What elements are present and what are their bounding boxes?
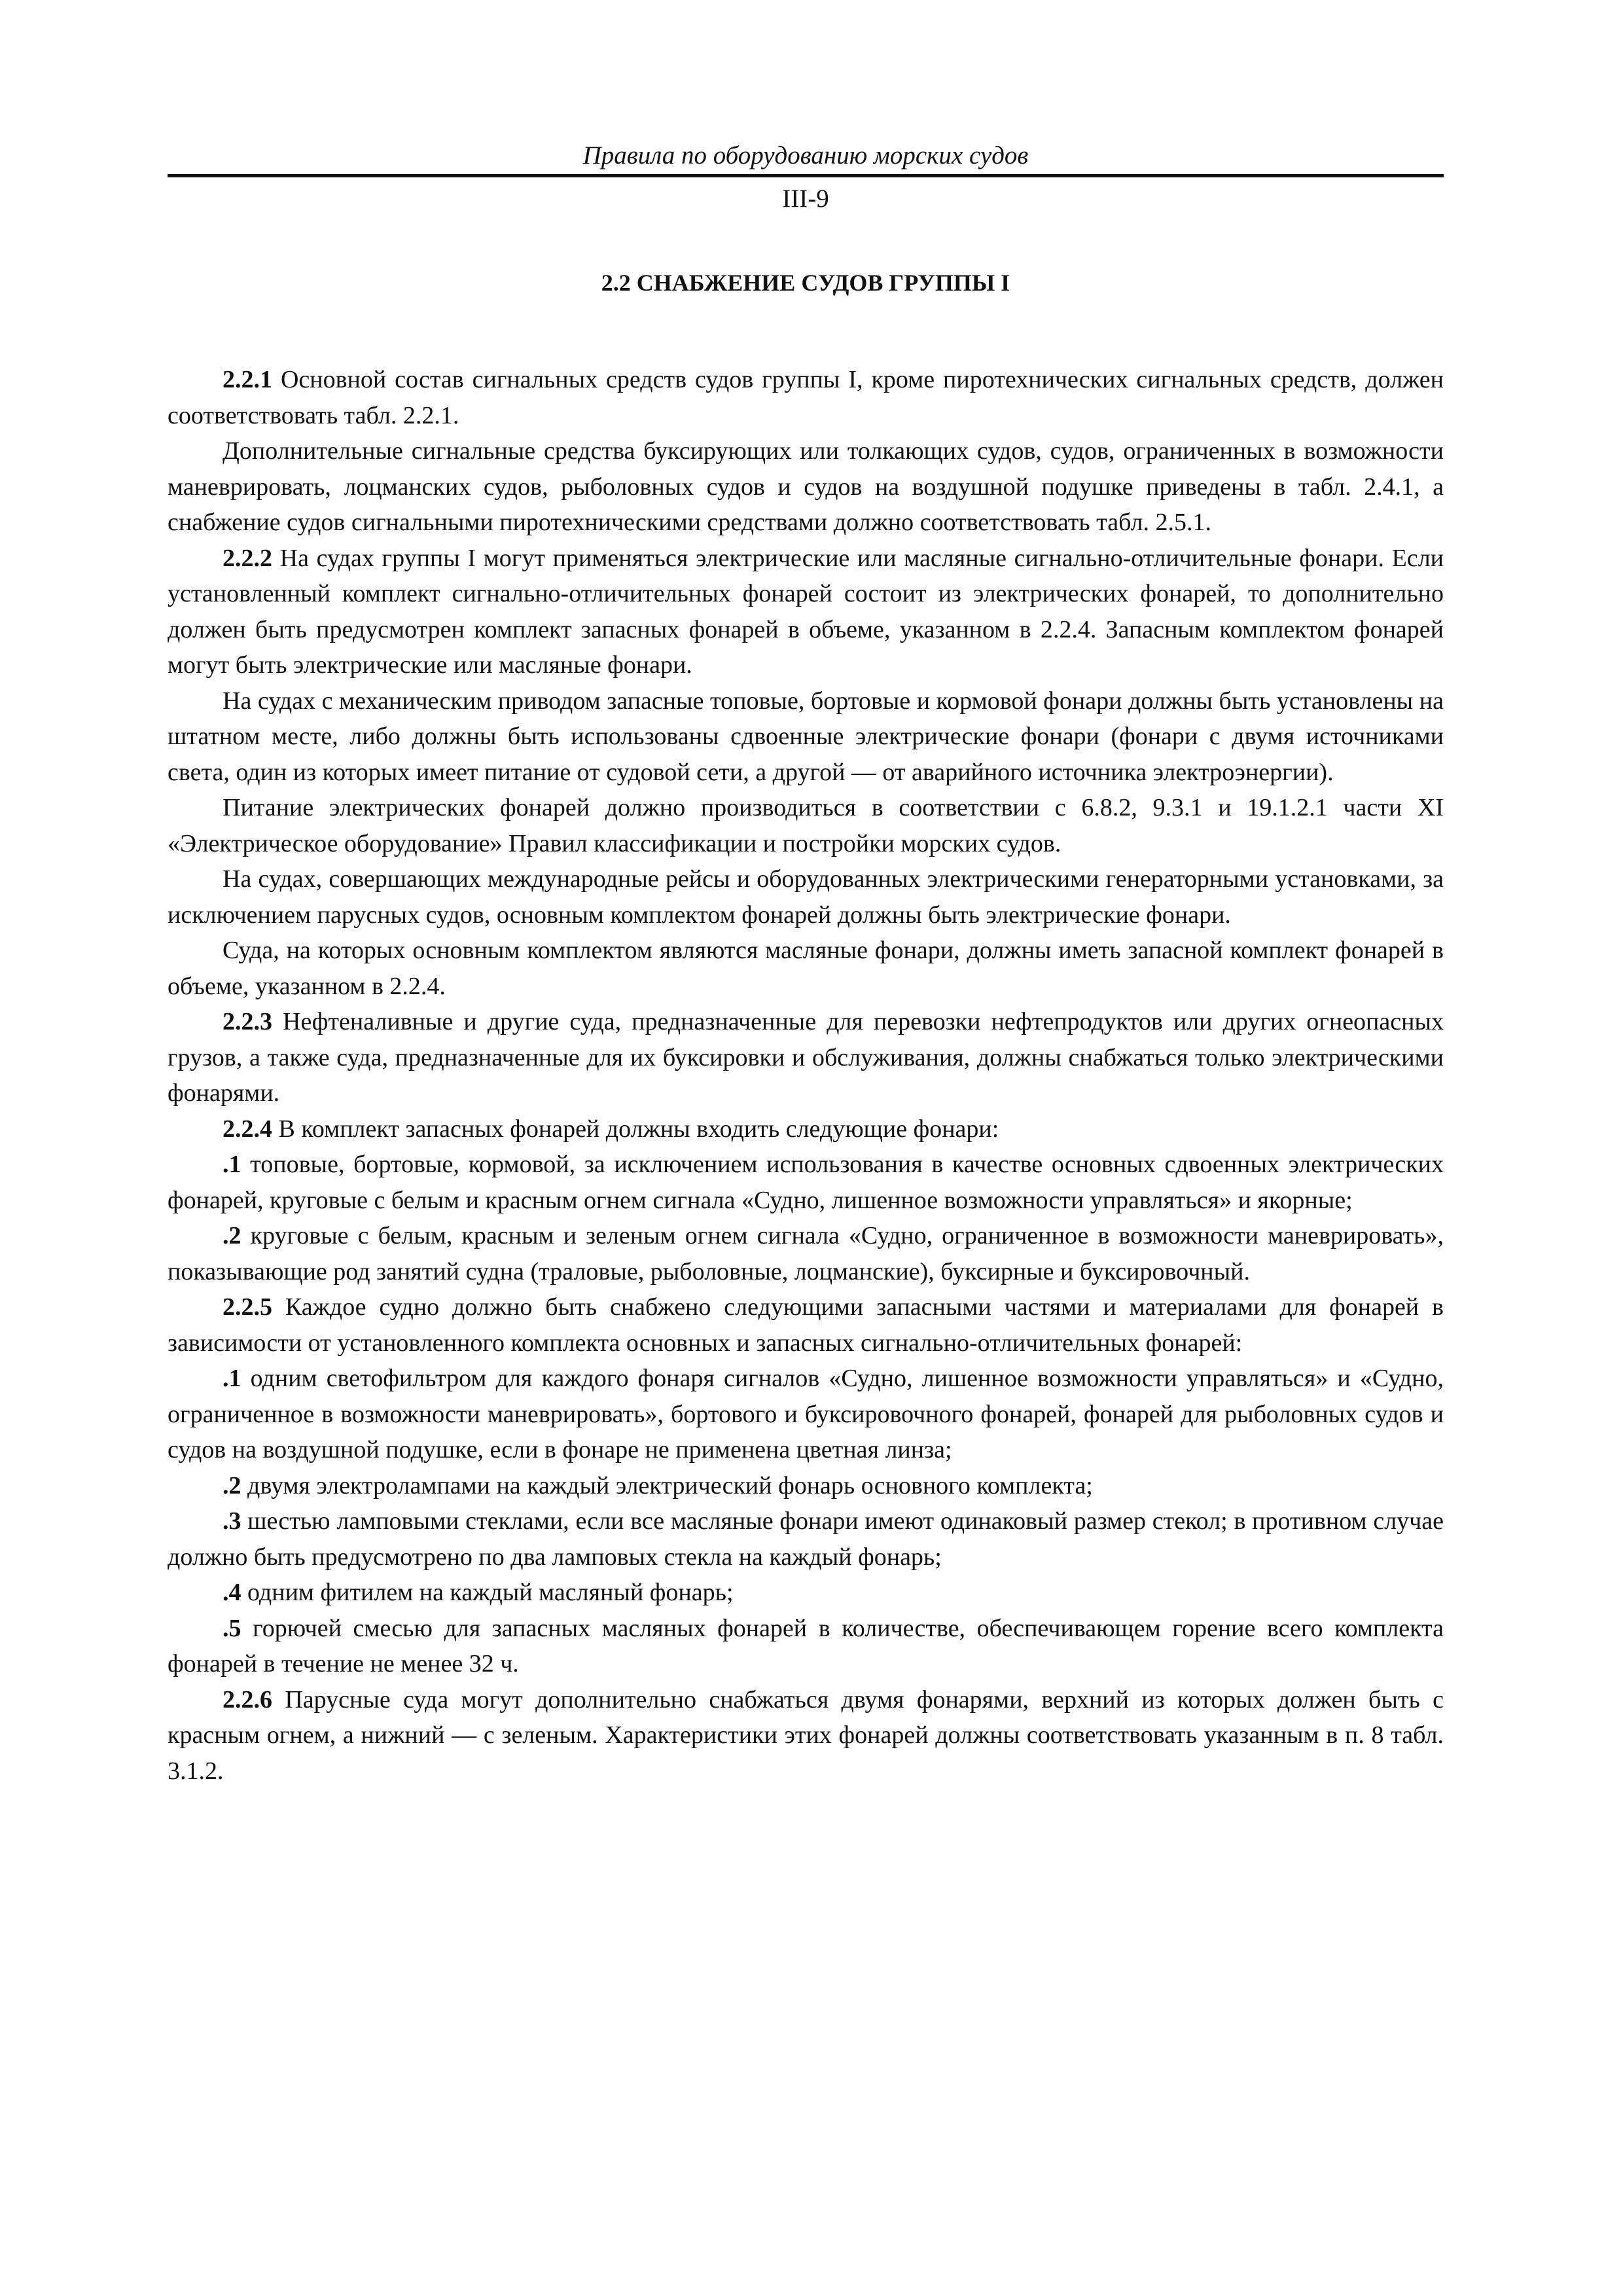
paragraph [168,362,1444,433]
list-item [168,1218,1444,1289]
paragraph [168,433,1444,541]
paragraph [168,1111,1444,1147]
paragraph [168,861,1444,933]
paragraph-text: круговые с белым, красным и зеленым огнем сигнала «Судно, ограниченное в возможности маневрировать», показывающие род занятий судна (траловые, рыболовные, лоцманские), буксирные и буксировочный. [168,1222,1444,1285]
clause-number: .2 [223,1222,241,1249]
paragraph-text: На судах группы I могут применяться электрические или масляные сигнально-отличительные фонари. Если установленный комплект сигнально-отличительных фонарей состоит из электрических фонарей, то дополнительно должен быть предусмотрен комплект запасных фонарей в объеме, указанном в 2.2.4. Запасным комплектом фонарей могут быть электрические или масляные фонари. [168,544,1444,679]
paragraph-text: Нефтеналивные и другие суда, предназначенные для перевозки нефтепродуктов или других огнеопасных грузов, а также суда, предназначенные для их буксировки и обслуживания, должны снабжаться только электрическими фонарями. [168,1008,1444,1107]
paragraph-text: одним фитилем на каждый масляный фонарь; [241,1579,734,1606]
list-item [168,1468,1444,1504]
paragraph [168,1682,1444,1789]
paragraph-text: На судах с механическим приводом запасные топовые, бортовые и кормовой фонари должны быть установлены на штатном месте, либо должны быть использованы сдвоенные электрические фонари (фонари с двумя источниками света, один из которых имеет питание от судовой сети, а другой — от аварийного источника электроэнергии). [168,687,1444,786]
paragraph-text: Питание электрических фонарей должно производиться в соответствии с 6.8.2, 9.3.1 и 19.1.2.1 части XI «Электрическое оборудование» Правил классификации и постройки морских судов. [168,794,1444,857]
clause-number: .3 [223,1507,241,1535]
page-number: III-9 [782,185,829,213]
body-text [168,362,1444,1789]
list-item [168,1575,1444,1611]
clause-number: .4 [223,1579,241,1606]
paragraph-text: двумя электролампами на каждый электрический фонарь основного комплекта; [241,1471,1093,1499]
clause-number: .2 [223,1471,241,1499]
list-item [168,1361,1444,1468]
clause-number: 2.2.3 [223,1008,272,1035]
paragraph-text: В комплект запасных фонарей должны входить следующие фонари: [272,1115,999,1143]
clause-number: 2.2.2 [223,544,272,572]
paragraph-text: Суда, на которых основным комплектом являются масляные фонари, должны иметь запасной комплект фонарей в объеме, указанном в 2.2.4. [168,937,1444,1000]
paragraph-text: На судах, совершающих международные рейсы и оборудованных электрическими генераторными установками, за исключением парусных судов, основным комплектом фонарей должны быть электрические фонари. [168,865,1444,929]
header-rule [168,174,1444,177]
paragraph-text: горючей смесью для запасных масляных фонарей в количестве, обеспечивающем горение всего комплекта фонарей в течение не менее 32 ч. [168,1614,1444,1677]
clause-number: .5 [223,1614,241,1642]
section-title: 2.2 СНАБЖЕНИЕ СУДОВ ГРУППЫ I [601,270,1010,296]
running-header: Правила по оборудованию морских судов [582,141,1029,170]
clause-number: 2.2.4 [223,1115,272,1143]
paragraph-text: топовые, бортовые, кормовой, за исключением использования в качестве основных сдвоенных электрических фонарей, круговые с белым и красным огнем сигнала «Судно, лишенное возможности управляться» и якорные; [168,1151,1444,1214]
paragraph-text: Дополнительные сигнальные средства буксирующих или толкающих судов, судов, ограниченных в возможности маневрировать, лоцманских судов, рыболовных судов и судов на воздушной подушке приведены в табл. 2.4.1, а снабжение судов сигнальными пиротехническими средствами должно соответствовать табл. 2.5.1. [168,437,1444,536]
paragraph [168,683,1444,791]
list-item [168,1503,1444,1575]
paragraph [168,790,1444,861]
paragraph [168,541,1444,683]
paragraph [168,933,1444,1004]
clause-number: 2.2.6 [223,1685,272,1713]
paragraph-text: шестью ламповыми стеклами, если все масляные фонари имеют одинаковый размер стекол; в противном случае должно быть предусмотрено по два ламповых стекла на каждый фонарь; [168,1507,1444,1571]
list-item [168,1147,1444,1218]
list-item [168,1611,1444,1682]
paragraph-text: одним светофильтром для каждого фонаря сигналов «Судно, лишенное возможности управляться» и «Судно, ограниченное в возможности маневрировать», бортового и буксировочного фонарей, фонарей для рыболовных судов и судов на воздушной подушке, если в фонаре не применена цветная линза; [168,1365,1444,1463]
clause-number: .1 [223,1365,241,1392]
clause-number: 2.2.5 [223,1293,272,1321]
paragraph-text: Парусные суда могут дополнительно снабжаться двумя фонарями, верхний из которых должен быть с красным огнем, а нижний — с зеленым. Характеристики этих фонарей должны соответствовать указанным в п. 8 табл. 3.1.2. [168,1685,1444,1785]
clause-number: .1 [223,1151,241,1178]
paragraph [168,1004,1444,1111]
paragraph-text: Основной состав сигнальных средств судов группы I, кроме пиротехнических сигнальных средств, должен соответствовать табл. 2.2.1. [168,366,1444,429]
clause-number: 2.2.1 [223,366,272,393]
paragraph [168,1289,1444,1361]
paragraph-text: Каждое судно должно быть снабжено следующими запасными частями и материалами для фонарей в зависимости от установленного комплекта основных и запасных сигнально-отличительных фонарей: [168,1293,1444,1357]
